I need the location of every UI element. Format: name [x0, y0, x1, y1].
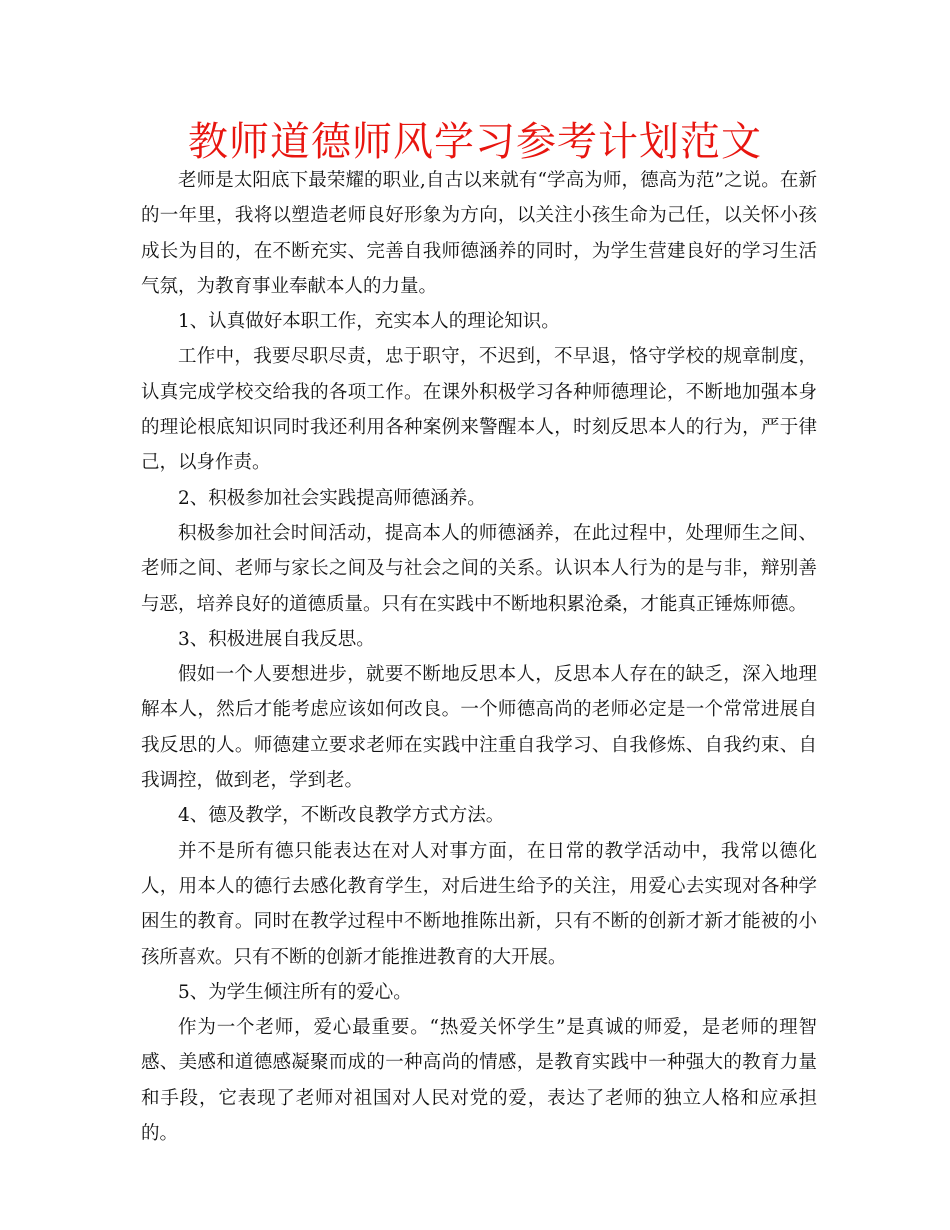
paragraph-section-4: 并不是所有德只能表达在对人对事方面，在日常的教学活动中，我常以德化人，用本人的德行去感化教育学生，对后进生给予的关注，用爱心去实现对各种学困生的教育。同时在教学过程中不断地推陈出新，只有不断的创新才新才能被的小孩所喜欢。只有不断的创新才能推进教育的大开展。	[141, 840, 817, 968]
section-heading-4: 4、德及教学，不断改良教学方式方法。	[178, 805, 505, 827]
document-body	[141, 163, 817, 1151]
paragraph-section-2: 积极参加社会时间活动，提高本人的师德涵养，在此过程中，处理师生之间、老师之间、老师与家长之间及与社会之间的关系。认识本人行为的是与非，辩别善与恶，培养良好的道德质量。只有在实践中不断地积累沧桑，才能真正锤炼师德。	[141, 522, 817, 615]
section-heading-1: 1、认真做好本职工作，充实本人的理论知识。	[178, 311, 560, 333]
section-heading-2: 2、积极参加社会实践提高师德涵养。	[178, 487, 486, 509]
paragraph-intro: 老师是太阳底下最荣耀的职业,自古以来就有“学高为师，德高为范”之说。在新的一年里，我将以塑造老师良好形象为方向，以关注小孩生命为己任，以关怀小孩成长为目的，在不断充实、完善自我师德涵养的同时，为学生营建良好的学习生活气氛，为教育事业奉献本人的力量。	[141, 170, 817, 297]
paragraph-section-3: 假如一个人要想进步，就要不断地反思本人，反思本人存在的缺乏，深入地理解本人，然后才能考虑应该如何改良。一个师德高尚的老师必定是一个常常进展自我反思的人。师德建立要求老师在实践中注重自我学习、自我修炼、自我约束、自我调控，做到老，学到老。	[141, 664, 817, 792]
section-heading-5: 5、为学生倾注所有的爱心。	[178, 981, 412, 1003]
document-title: 教师道德师风学习参考计划范文	[188, 119, 762, 165]
paragraph-section-1: 工作中，我要尽职尽责，忠于职守，不迟到，不早退，恪守学校的规章制度，认真完成学校交给我的各项工作。在课外积极学习各种师德理论，不断地加强本身的理论根底知识同时我还利用各种案例来警醒本人，时刻反思本人的行为，严于律己，以身作责。	[141, 346, 817, 474]
paragraph-section-5: 作为一个老师，爱心最重要。“热爱关怀学生”是真诚的师爱，是老师的理智感、美感和道德感凝聚而成的一种高尚的情感，是教育实践中一种强大的教育力量和手段，它表现了老师对祖国对人民对党的爱，表达了老师的独立人格和应承担的。	[141, 1017, 817, 1145]
section-heading-3: 3、积极进展自我反思。	[178, 628, 375, 650]
